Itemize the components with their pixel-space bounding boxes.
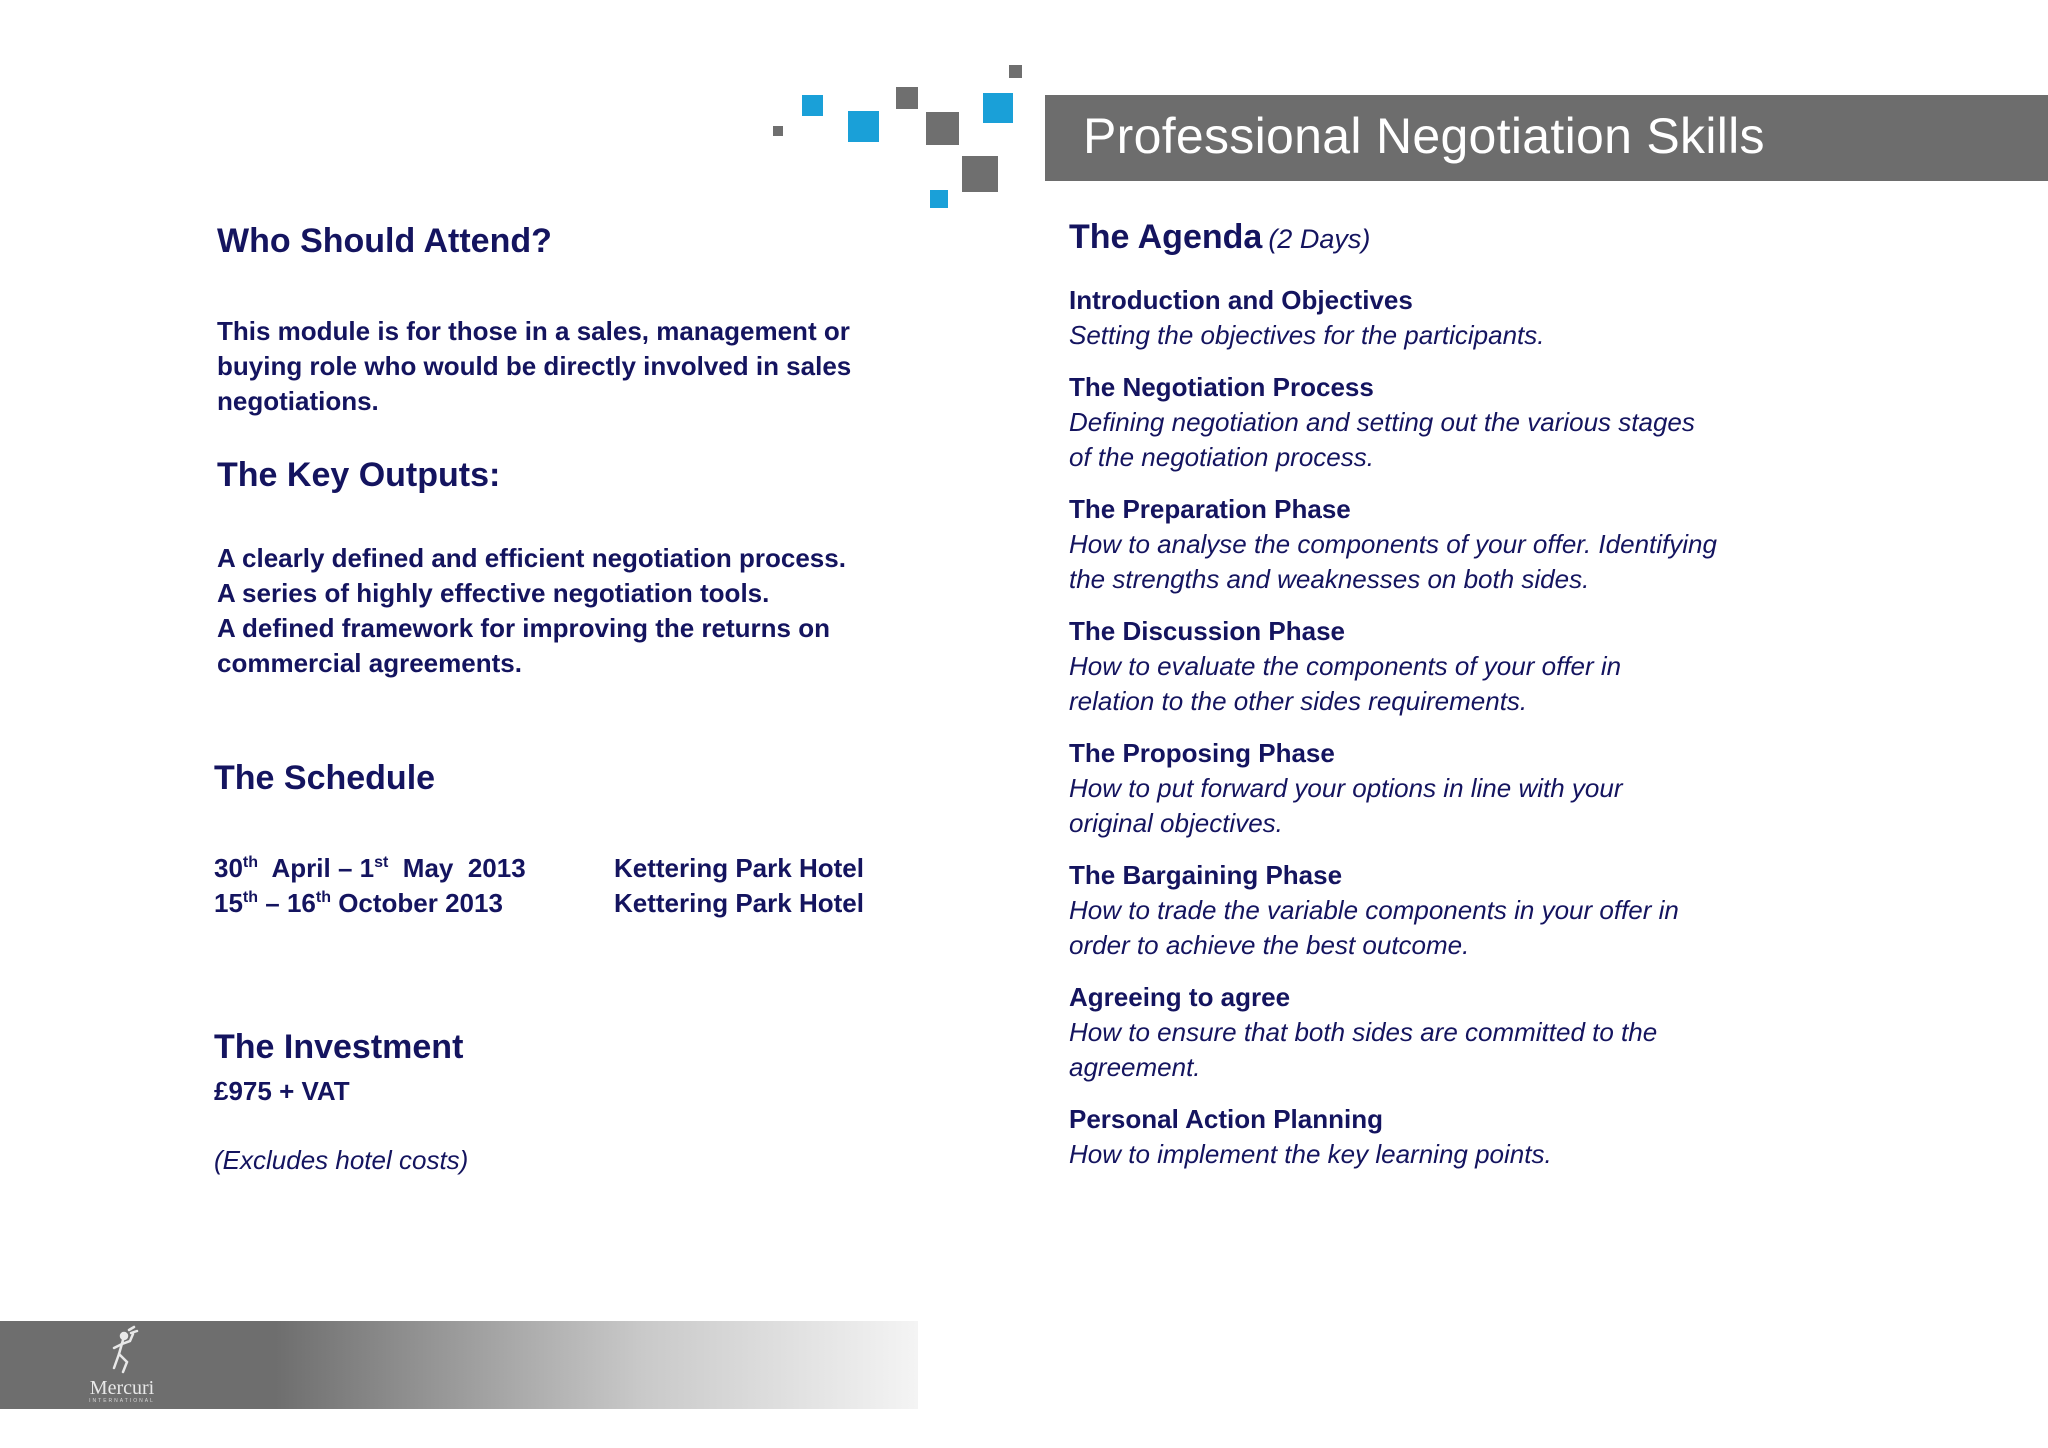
agenda-item <box>1069 1102 1769 1172</box>
agenda-item-description: How to ensure that both sides are committed to the <box>1069 1017 1658 1047</box>
agenda-section <box>1069 218 1769 1172</box>
who-should-attend-heading: Who Should Attend? <box>217 222 552 260</box>
text-line: buying role who would be directly involved in sales <box>217 351 852 381</box>
logo-name: Mercuri <box>89 1377 155 1399</box>
date-part: 15 <box>214 888 243 918</box>
date-part: April – 1 <box>258 853 375 883</box>
key-outputs-list <box>217 541 846 681</box>
agenda-item-description: How to analyse the components of your offer. Identifying <box>1069 529 1717 559</box>
key-outputs-heading: The Key Outputs: <box>217 456 501 494</box>
output-line: A clearly defined and efficient negotiation process. <box>217 543 846 573</box>
output-line: A series of highly effective negotiation tools. <box>217 578 770 608</box>
output-line: A defined framework for improving the returns on <box>217 613 830 643</box>
schedule-venue: Kettering Park Hotel <box>614 888 864 918</box>
date-part: May 2013 <box>388 853 526 883</box>
investment-heading: The Investment <box>214 1028 464 1066</box>
date-part: 30 <box>214 853 243 883</box>
agenda-item-description: original objectives. <box>1069 808 1283 838</box>
date-part: October 2013 <box>330 888 503 918</box>
date-suffix: th <box>315 889 331 906</box>
mercuri-logo <box>72 1322 172 1408</box>
output-line: commercial agreements. <box>217 648 522 678</box>
agenda-item <box>1069 283 1769 353</box>
agenda-list <box>1069 283 1769 1172</box>
date-part: – 16 <box>258 888 316 918</box>
agenda-item-description: How to put forward your options in line with your <box>1069 773 1623 803</box>
date-suffix: th <box>242 889 259 906</box>
schedule-heading: The Schedule <box>214 759 436 797</box>
text-line: This module is for those in a sales, management or <box>217 316 850 346</box>
schedule-date <box>214 888 503 919</box>
investment-price: £975 + VAT <box>214 1076 350 1106</box>
agenda-item-description: Defining negotiation and setting out the various stages <box>1069 407 1695 437</box>
agenda-item-title: The Proposing Phase <box>1069 738 1335 768</box>
agenda-item-title: The Discussion Phase <box>1069 616 1345 646</box>
runner-icon <box>72 1322 172 1382</box>
agenda-item <box>1069 858 1769 963</box>
date-suffix: st <box>374 854 389 871</box>
agenda-item <box>1069 736 1769 841</box>
agenda-item-description: of the negotiation process. <box>1069 442 1374 472</box>
agenda-item-title: The Preparation Phase <box>1069 494 1351 524</box>
agenda-item-title: The Bargaining Phase <box>1069 860 1343 890</box>
agenda-item-description: How to implement the key learning points. <box>1069 1139 1552 1169</box>
agenda-item-description: How to trade the variable components in your offer in <box>1069 895 1679 925</box>
agenda-item-description: order to achieve the best outcome. <box>1069 930 1470 960</box>
investment-note: (Excludes hotel costs) <box>214 1145 469 1175</box>
agenda-item-description: the strengths and weaknesses on both sides. <box>1069 564 1590 594</box>
agenda-item-title: Personal Action Planning <box>1069 1104 1383 1134</box>
agenda-item-description: How to evaluate the components of your offer in <box>1069 651 1622 681</box>
agenda-item-title: The Negotiation Process <box>1069 372 1374 402</box>
schedule-date <box>214 853 526 884</box>
date-suffix: th <box>242 854 259 871</box>
agenda-heading <box>1069 218 1769 257</box>
schedule-venue: Kettering Park Hotel <box>614 853 864 883</box>
agenda-item <box>1069 980 1769 1085</box>
agenda-title: The Agenda <box>1069 218 1263 256</box>
agenda-item-description: agreement. <box>1069 1052 1201 1082</box>
agenda-item-title: Agreeing to agree <box>1069 982 1291 1012</box>
page-title: Professional Negotiation Skills <box>1083 108 1765 164</box>
agenda-item <box>1069 492 1769 597</box>
agenda-item-description: relation to the other sides requirements. <box>1069 686 1528 716</box>
agenda-item <box>1069 370 1769 475</box>
text-line: negotiations. <box>217 386 379 416</box>
agenda-item <box>1069 614 1769 719</box>
agenda-item-description: Setting the objectives for the participants. <box>1069 320 1545 350</box>
logo-subtitle: INTERNATIONAL <box>89 1398 155 1404</box>
title-bar <box>1045 95 2048 181</box>
agenda-item-title: Introduction and Objectives <box>1069 285 1413 315</box>
agenda-days: (2 Days) <box>1268 224 1371 254</box>
who-should-attend-text <box>217 314 851 419</box>
